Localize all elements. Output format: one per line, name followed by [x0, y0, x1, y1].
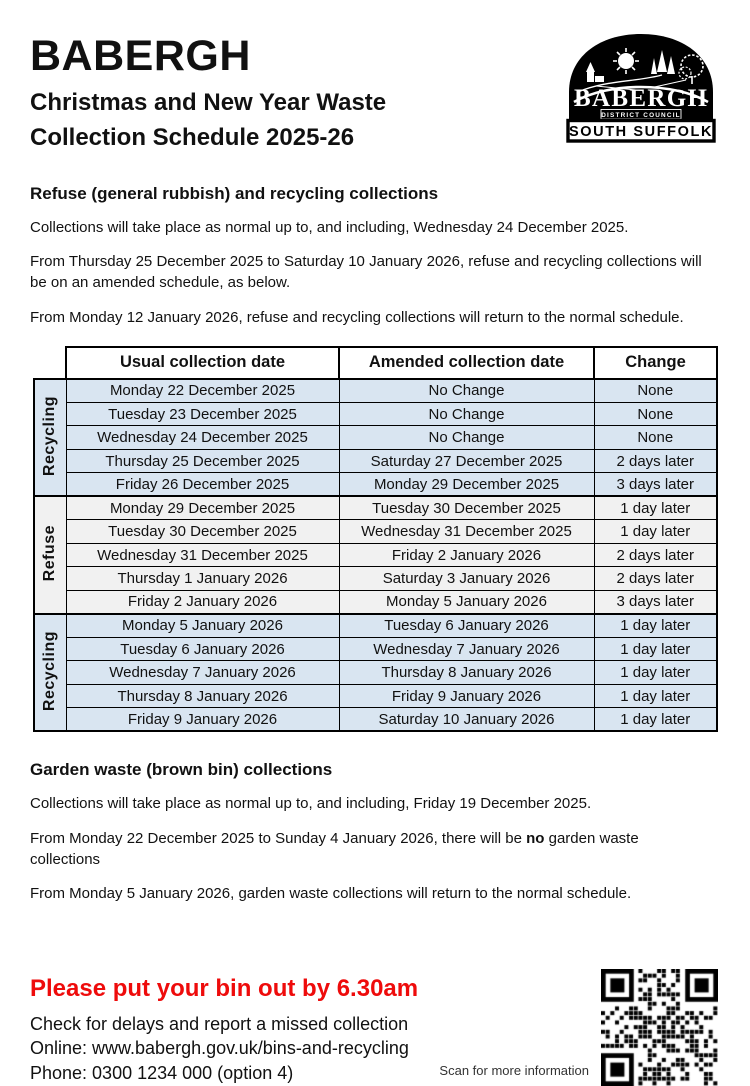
council-crest-logo [566, 30, 716, 143]
logo-sub-text: DISTRICT COUNCIL [601, 112, 681, 119]
refuse-paragraph-1: Collections will take place as normal up to, and including, Wednesday 24 December 2025. [30, 218, 629, 236]
usual-date-cell: Tuesday 6 January 2026 [66, 637, 339, 661]
table-row [34, 496, 717, 520]
garden-paragraph-2 [30, 828, 698, 871]
refuse-paragraph-2: From Thursday 25 December 2025 to Saturday 10 January 2026, refuse and recycling collections will be on an amended schedule, as below. [30, 253, 702, 292]
change-cell: 1 day later [594, 684, 717, 708]
table-row [34, 520, 717, 544]
column-header-change: Change [594, 347, 717, 379]
collection-schedule-table [33, 346, 718, 733]
amended-date-cell: Saturday 3 January 2026 [339, 567, 594, 591]
usual-date-cell: Thursday 25 December 2025 [66, 449, 339, 473]
amended-date-cell: Monday 5 January 2026 [339, 590, 594, 614]
amended-date-cell: No Change [339, 426, 594, 450]
amended-date-cell: Monday 29 December 2025 [339, 473, 594, 497]
garden-paragraph-2-suffix: garden waste collections [30, 829, 639, 869]
amended-date-cell: Friday 2 January 2026 [339, 543, 594, 567]
group-label-text: Recycling [41, 630, 59, 711]
usual-date-cell: Monday 29 December 2025 [66, 496, 339, 520]
group-label-text: Recycling [41, 395, 59, 476]
change-cell: 3 days later [594, 473, 717, 497]
bin-out-notice: Please put your bin out by 6.30am [30, 974, 419, 1002]
amended-date-cell: Saturday 27 December 2025 [339, 449, 594, 473]
usual-date-cell: Friday 2 January 2026 [66, 590, 339, 614]
table-row [34, 543, 717, 567]
column-header-amended: Amended collection date [339, 347, 594, 379]
garden-paragraph-3: From Monday 5 January 2026, garden waste collections will return to the normal schedule. [30, 885, 632, 903]
column-header-usual: Usual collection date [66, 347, 339, 379]
table-row [34, 449, 717, 473]
usual-date-cell: Tuesday 30 December 2025 [66, 520, 339, 544]
page-subtitle [30, 86, 386, 156]
change-cell: None [594, 402, 717, 426]
usual-date-cell: Wednesday 31 December 2025 [66, 543, 339, 567]
contact-line-delays: Check for delays and report a missed collection [30, 1013, 409, 1034]
refuse-paragraph-3: From Monday 12 January 2026, refuse and recycling collections will return to the normal schedule. [30, 308, 684, 326]
garden-paragraph-1: Collections will take place as normal up to, and including, Friday 19 December 2025. [30, 795, 592, 813]
table-row [34, 708, 717, 732]
amended-date-cell: Thursday 8 January 2026 [339, 661, 594, 685]
change-cell: 1 day later [594, 637, 717, 661]
group-label-cell [34, 379, 66, 497]
table-row [34, 473, 717, 497]
qr-code [601, 969, 718, 1086]
table-row [34, 637, 717, 661]
document-footer [30, 969, 718, 1086]
amended-date-cell: Tuesday 30 December 2025 [339, 496, 594, 520]
table-row [34, 402, 717, 426]
table-row [34, 426, 717, 450]
amended-date-cell: Wednesday 7 January 2026 [339, 637, 594, 661]
table-row [34, 567, 717, 591]
table-row [34, 614, 717, 638]
amended-date-cell: Wednesday 31 December 2025 [339, 520, 594, 544]
amended-date-cell: Tuesday 6 January 2026 [339, 614, 594, 638]
garden-section-heading: Garden waste (brown bin) collections [30, 760, 333, 780]
qr-block [439, 969, 718, 1086]
change-cell: 1 day later [594, 520, 717, 544]
change-cell: 1 day later [594, 708, 717, 732]
usual-date-cell: Friday 26 December 2025 [66, 473, 339, 497]
table-row [34, 661, 717, 685]
qr-caption: Scan for more information [439, 1062, 589, 1078]
amended-date-cell: No Change [339, 379, 594, 403]
title-block [30, 32, 386, 156]
usual-date-cell: Thursday 8 January 2026 [66, 684, 339, 708]
logo-banner-text: SOUTH SUFFOLK [568, 124, 714, 140]
sun-icon [618, 53, 634, 69]
footer-text-block [30, 969, 439, 1086]
usual-date-cell: Wednesday 24 December 2025 [66, 426, 339, 450]
usual-date-cell: Tuesday 23 December 2025 [66, 402, 339, 426]
table-row [34, 684, 717, 708]
contact-block [30, 1012, 439, 1086]
usual-date-cell: Thursday 1 January 2026 [66, 567, 339, 591]
contact-line-online: Online: www.babergh.gov.uk/bins-and-recycling [30, 1038, 409, 1059]
amended-date-cell: No Change [339, 402, 594, 426]
table-header-row [34, 347, 717, 379]
amended-date-cell: Saturday 10 January 2026 [339, 708, 594, 732]
usual-date-cell: Wednesday 7 January 2026 [66, 661, 339, 685]
contact-line-phone: Phone: 0300 1234 000 (option 4) [30, 1063, 294, 1084]
amended-date-cell: Friday 9 January 2026 [339, 684, 594, 708]
refuse-section-heading: Refuse (general rubbish) and recycling collections [30, 183, 439, 203]
group-label-cell [34, 614, 66, 732]
change-cell: 1 day later [594, 496, 717, 520]
change-cell: 2 days later [594, 543, 717, 567]
change-cell: None [594, 379, 717, 403]
change-cell: 1 day later [594, 614, 717, 638]
page-title: BABERGH [30, 32, 251, 80]
garden-paragraph-2-prefix: From Monday 22 December 2025 to Sunday 4 January 2026, there will be [30, 829, 527, 847]
change-cell: 2 days later [594, 567, 717, 591]
change-cell: None [594, 426, 717, 450]
schedule-table-body [34, 379, 717, 732]
change-cell: 1 day later [594, 661, 717, 685]
logo-wordmark: BABERGH [574, 85, 708, 112]
group-label-text: Refuse [41, 524, 59, 582]
usual-date-cell: Friday 9 January 2026 [66, 708, 339, 732]
table-row [34, 590, 717, 614]
table-row [34, 379, 717, 403]
table-corner-cell [34, 347, 66, 379]
group-label-cell [34, 496, 66, 614]
change-cell: 3 days later [594, 590, 717, 614]
document-header [30, 32, 718, 156]
usual-date-cell: Monday 22 December 2025 [66, 379, 339, 403]
subtitle-line-1: Christmas and New Year Waste [30, 89, 387, 117]
usual-date-cell: Monday 5 January 2026 [66, 614, 339, 638]
subtitle-line-2: Collection Schedule 2025-26 [30, 123, 355, 151]
change-cell: 2 days later [594, 449, 717, 473]
garden-paragraph-2-bold: no [526, 829, 545, 847]
